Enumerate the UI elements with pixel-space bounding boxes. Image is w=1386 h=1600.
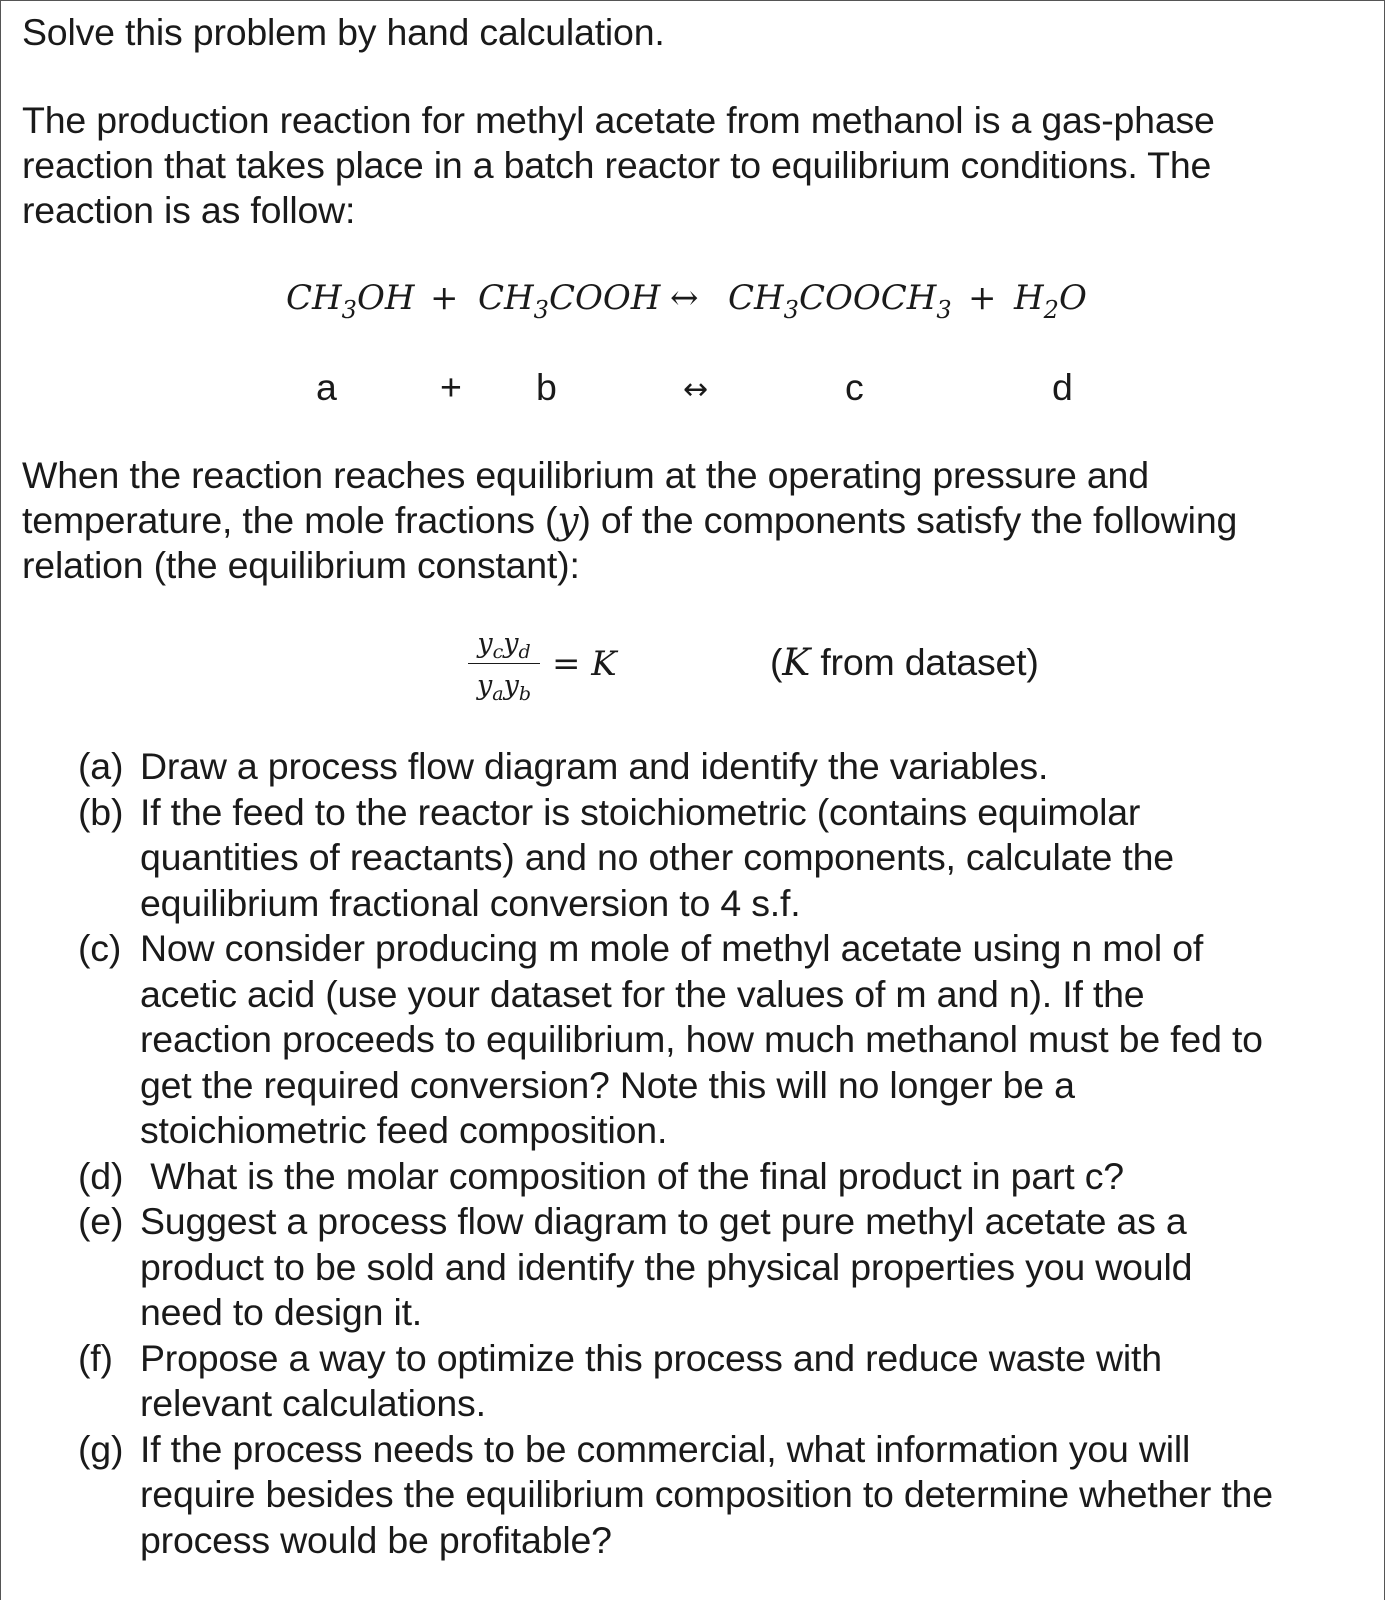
question-line: Propose a way to optimize this process and reduce waste with [140, 1336, 1162, 1379]
question-g [78, 1427, 1368, 1564]
label-b: b [536, 366, 557, 408]
reaction-plus-2: + [968, 278, 997, 318]
fraction-denominator: $y_ay_b$ [476, 670, 532, 705]
question-line: Now consider producing m mole of methyl acetate using n mol of [140, 927, 1204, 969]
equilibrium-line-3: relation (the equilibrium constant): [22, 544, 580, 586]
question-line: quantities of reactants) and no other components, calculate the [140, 836, 1174, 878]
equilibrium-line-2: temperature, the mole fractions (y) of the components satisfy the following [22, 498, 1238, 542]
question-line: relevant calculations. [140, 1382, 486, 1424]
question-marker: (b) [78, 790, 124, 833]
description-line-2: reaction that takes place in a batch reactor to equilibrium conditions. The [22, 144, 1212, 186]
label-a: a [316, 366, 337, 408]
question-marker: (f) [78, 1336, 113, 1379]
product-water: $H_2O$ [1014, 278, 1087, 324]
question-marker: (e) [78, 1200, 124, 1242]
question-e [78, 1199, 1368, 1336]
intro-text: Solve this problem by hand calculation. [22, 11, 665, 53]
reactant-acetic-acid: $CH_3COOH$ [478, 278, 661, 324]
question-marker: (g) [78, 1427, 124, 1470]
description-line-1: The production reaction for methyl acetate from methanol is a gas-phase [22, 99, 1215, 141]
question-line: get the required conversion? Note this will no longer be a [140, 1063, 1075, 1106]
product-methyl-acetate: $CH_3COOCH_3$ [728, 278, 952, 324]
question-line: Draw a process flow diagram and identify the variables. [140, 745, 1049, 787]
description-line-3: reaction is as follow: [22, 189, 356, 231]
question-list [78, 744, 1368, 1563]
question-line: equilibrium fractional conversion to 4 s.f. [140, 881, 801, 924]
question-c [78, 926, 1368, 1154]
label-plus: + [440, 366, 462, 408]
question-line: What is the molar composition of the final product in part c? [140, 1154, 1124, 1197]
question-line: reaction proceeds to equilibrium, how much methanol must be fed to [140, 1018, 1263, 1060]
equilibrium-line-1: When the reaction reaches equilibrium at the operating pressure and [22, 454, 1149, 496]
label-c: c [845, 366, 864, 408]
label-arrow: ↔ [683, 372, 709, 407]
question-line: If the process needs to be commercial, what information you will [140, 1427, 1191, 1470]
label-d: d [1052, 366, 1073, 408]
question-marker: (a) [78, 745, 124, 787]
question-line: acetic acid (use your dataset for the values of m and n). If the [140, 972, 1145, 1015]
reactant-methanol: $CH_3OH$ [286, 278, 415, 324]
equals-k: = K [552, 644, 617, 684]
question-marker: (d) [78, 1154, 124, 1197]
question-line: require besides the equilibrium composition to determine whether the [140, 1473, 1273, 1515]
question-f [78, 1336, 1368, 1427]
reaction-arrow: ↔ [670, 278, 699, 318]
question-line: If the feed to the reactor is stoichiometric (contains equimolar [140, 790, 1141, 833]
question-b [78, 790, 1368, 927]
fraction-numerator: $y_cy_d$ [468, 628, 540, 664]
question-line: Suggest a process flow diagram to get pure methyl acetate as a [140, 1200, 1187, 1242]
question-d [78, 1154, 1368, 1200]
reaction-plus-1: + [430, 278, 459, 318]
question-line: product to be sold and identify the physical properties you would [140, 1245, 1193, 1288]
k-note: (K from dataset) [770, 640, 1039, 684]
question-line: need to design it. [140, 1291, 423, 1333]
question-marker: (c) [78, 927, 122, 969]
equilibrium-fraction [468, 628, 540, 705]
question-a [78, 744, 1368, 790]
question-line: process would be profitable? [140, 1518, 612, 1561]
question-line: stoichiometric feed composition. [140, 1109, 668, 1151]
